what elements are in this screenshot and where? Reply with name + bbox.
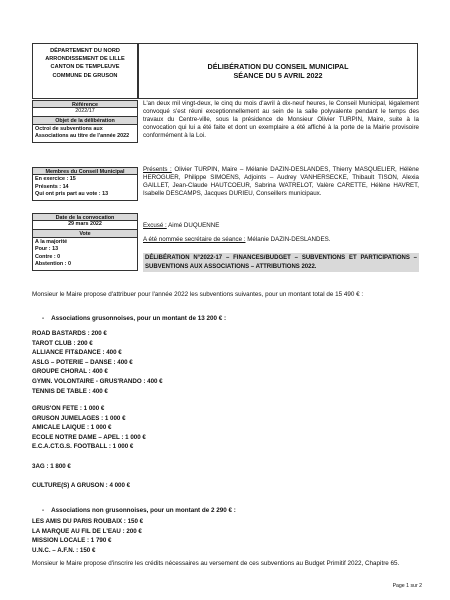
document-title: DÉLIBÉRATION DU CONSEIL MUNICIPAL: [207, 62, 349, 71]
secretaire-text: Mélanie DAZIN-DESLANDES.: [245, 236, 331, 243]
list-item: ECOLE NOTRE DAME – APEL : 1 000 €: [32, 433, 146, 441]
vote-line: A la majorité: [35, 238, 68, 245]
convocation-label: Date de la convocation: [32, 213, 138, 221]
list-item: CULTURE(S) A GRUSON : 4 000 €: [32, 482, 131, 489]
bullet-icon: -: [42, 315, 52, 322]
convocation-value: 29 mars 2022: [32, 221, 138, 230]
sidebar-membres: [32, 167, 138, 201]
page-number: Page 1 sur 2: [392, 583, 422, 589]
reference-value: 2022/17: [32, 108, 138, 117]
list-item: ALLIANCE FIT&DANCE : 400 €: [32, 349, 122, 357]
membres-line: En exercice : 15: [35, 176, 76, 182]
list-item: AMICALE LAIQUE : 1 000 €: [32, 424, 112, 432]
excuse-label: Excusé :: [143, 222, 167, 229]
header-line: DÉPARTEMENT DU NORD: [50, 48, 120, 54]
vote-label: Vote: [32, 230, 138, 238]
list-item: 3AG : 1 800 €: [32, 463, 71, 470]
vote-line: Pour : 13: [35, 246, 59, 253]
header-line: CANTON DE TEMPLEUVE: [50, 64, 120, 71]
list-item: U.N.C. – A.F.N. : 150 €: [32, 546, 96, 554]
list-item: ROAD BASTARDS : 200 €: [32, 330, 107, 337]
list-item: LA MARQUE AU FIL DE L'EAU : 200 €: [32, 527, 142, 535]
header-title-block: [138, 43, 418, 99]
membres-label: Membres du Conseil Municipal: [32, 167, 138, 175]
secretaire-label: A été nommée secrétaire de séance :: [143, 236, 246, 243]
reference-label: Référence: [32, 100, 138, 108]
section-non-grusonnoises: [42, 507, 236, 514]
header-left-block: [32, 43, 138, 99]
section-title: Associations non grusonnoises, pour un montant de 2 290 € :: [51, 507, 236, 514]
excuse-text: Aimé DUQUENNE: [166, 222, 220, 229]
list-item: MISSION LOCALE : 1 790 €: [32, 537, 112, 545]
proposal-paragraph: Monsieur le Maire propose d'attribuer pour l'année 2022 les subventions suivantes, pour un montant total de 15 490 € :: [32, 291, 364, 298]
list-item: E.C.A.CT.G.S. FOOTBALL : 1 000 €: [32, 443, 134, 451]
group4-list: [32, 481, 130, 491]
sidebar-reference: [32, 100, 138, 143]
membres-line: Qui ont pris part au vote : 13: [35, 191, 109, 198]
list-item: GROUPE CHORAL : 400 €: [32, 368, 108, 376]
group5-list: [32, 517, 143, 555]
list-item: GRUSON JUMELAGES : 1 000 €: [32, 414, 126, 422]
objet-label: Objet de la délibération: [32, 117, 138, 125]
excuse-line: [143, 222, 419, 230]
vote-values: [32, 238, 138, 271]
closing-paragraph: Monsieur le Maire propose d'inscrire les crédits nécessaires au versement de ces subventions au Budget Primitif 2022, Chapitre 65.: [32, 560, 400, 567]
vote-line: Contre : 0: [35, 253, 61, 260]
header-line: COMMUNE DE GRUSON: [52, 72, 118, 79]
presents-text: Olivier TURPIN, Maire – Mélanie DAZIN-DESLANDES, Thierry MASQUELIER, Hélène HEROGUER, Philippe SIMOENS, Adjoints – Audrey VANHERSECKE, Thibault TISON, Alexia GAILLET, Jean-Claude HAUTCOEUR, Sabrina WATRELOT, Valère CARETTE, Hélène HAVRET, Isabelle DESCAMPS, Jacques DURIEU, Conseillers municipaux.: [143, 166, 419, 198]
section-title: Associations grusonnoises, pour un montant de 13 200 € :: [51, 315, 227, 322]
header-line: ARRONDISSEMENT DE LILLE: [45, 56, 125, 63]
list-item: ASLG – POTERIE – DANSE : 400 €: [32, 358, 133, 366]
group3-list: [32, 462, 71, 472]
intro-paragraph: L'an deux mil vingt-deux, le cinq du mois d'avril à dix-neuf heures, le Conseil Municipal, légalement convoqué s'est réuni exceptionnellement au sein de la salle polyvalente pendant le temps des travaux du Centre-ville, sous la présidence de Monsieur Olivier TURPIN, Maire, suite à la convocation qui lui a été faite et dont un exemplaire a été affiché à la porte de la Mairie provisoire conformément à la Loi.: [143, 100, 419, 140]
group2-list: [32, 404, 146, 452]
document-subtitle: SÉANCE DU 5 AVRIL 2022: [233, 71, 323, 80]
list-item: LES AMIS DU PARIS ROUBAIX : 150 €: [32, 518, 144, 525]
membres-values: [32, 175, 138, 201]
list-item: TENNIS DE TABLE : 400 €: [32, 387, 108, 395]
objet-value: Octroi de subventions aux Associations au titre de l'année 2022: [32, 125, 138, 143]
presents-label: Présents :: [143, 166, 172, 173]
deliberation-title: DÉLIBÉRATION N°2022-17 – FINANCES/BUDGET – SUBVENTIONS ET PARTICIPATIONS – SUBVENTIONS AUX ASSOCIATIONS – ATTRIBUTIONS 2022.: [143, 253, 419, 272]
group1-list: [32, 329, 163, 396]
sidebar-convocation: [32, 213, 138, 271]
presents-paragraph: [143, 166, 419, 198]
section-grusonnoises: [42, 315, 226, 322]
bullet-icon: -: [42, 507, 52, 514]
vote-line: Abstention : 0: [35, 261, 71, 268]
secretaire-line: [143, 236, 419, 244]
list-item: GRUS'ON FETE : 1 000 €: [32, 405, 105, 412]
list-item: GYMN. VOLONTAIRE - GRUS'RANDO : 400 €: [32, 377, 163, 385]
list-item: TAROT CLUB : 200 €: [32, 339, 93, 347]
membres-line: Présents : 14: [35, 183, 69, 190]
